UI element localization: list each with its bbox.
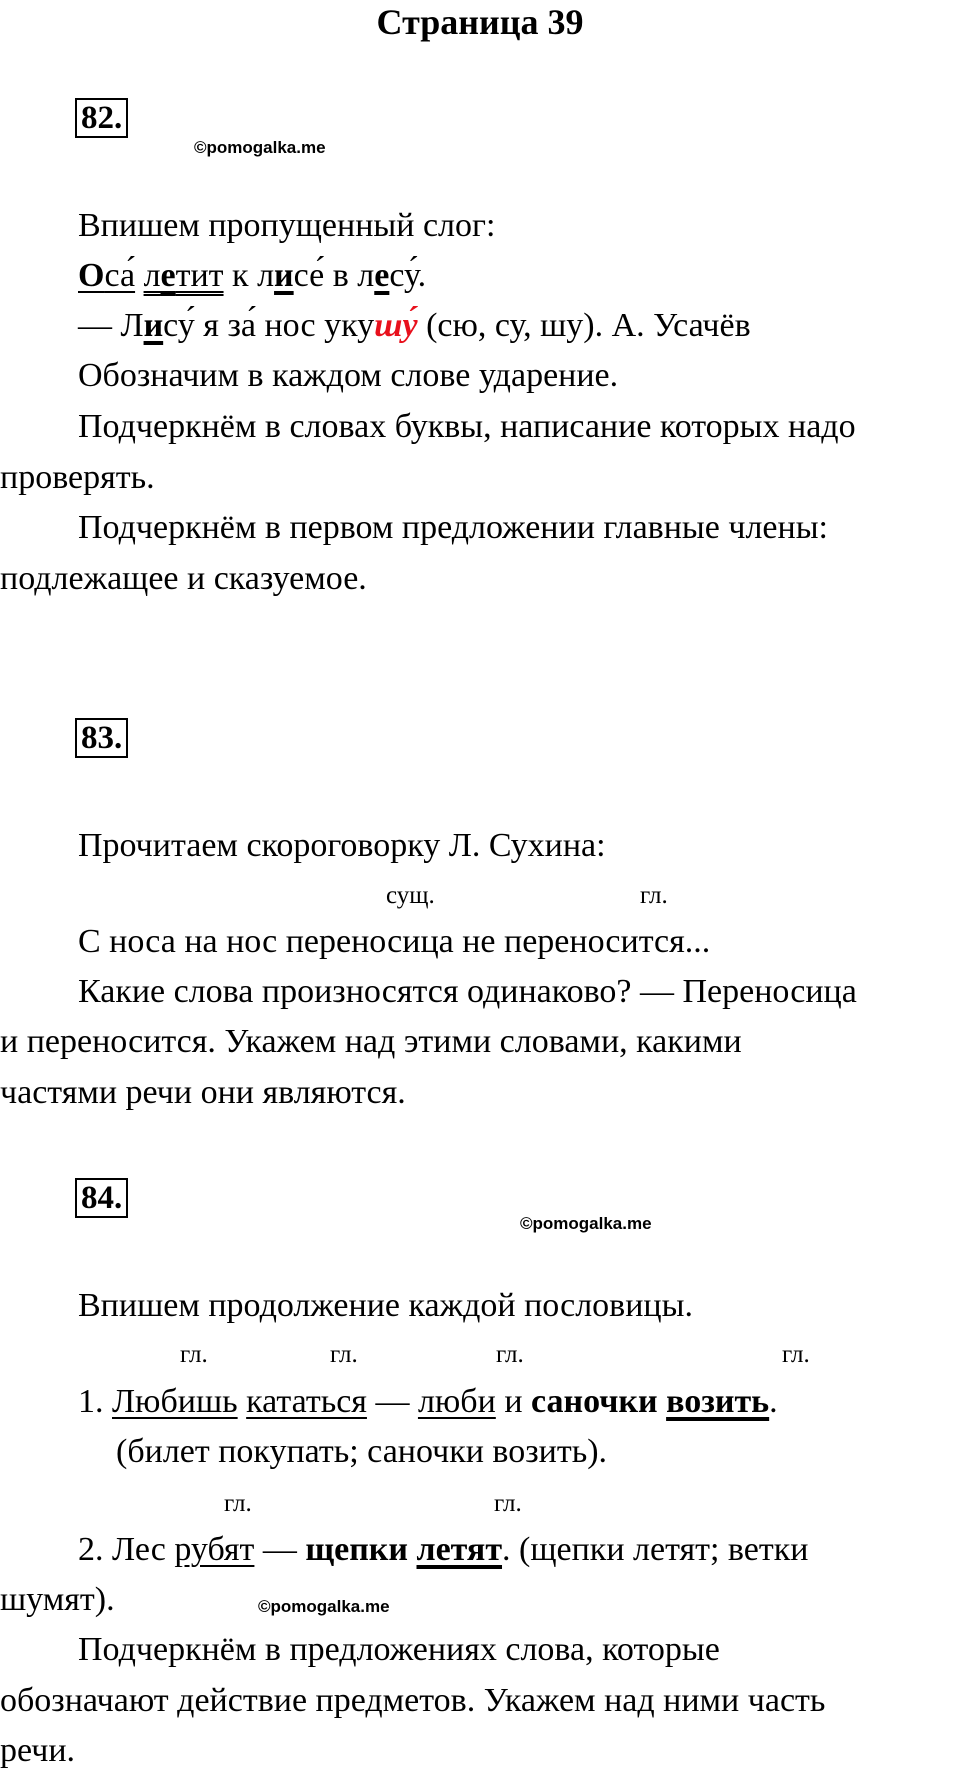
task84-intro: Впишем продолжение каждой пословицы. bbox=[78, 1287, 693, 1324]
task-number-83 bbox=[75, 718, 128, 758]
word-part: л bbox=[143, 257, 161, 294]
underlined-letter: е bbox=[160, 257, 176, 294]
pos-label-verb: гл. bbox=[180, 1341, 208, 1368]
underlined-letter: е bbox=[374, 257, 390, 294]
task84-para-1-cont2: речи. bbox=[0, 1732, 76, 1769]
dash: — bbox=[254, 1531, 306, 1568]
list-number: 1. bbox=[78, 1383, 112, 1420]
pos-label-verb: гл. bbox=[782, 1341, 810, 1368]
pos-label-verb: гл. bbox=[224, 1490, 252, 1517]
pos-label-noun: сущ. bbox=[386, 882, 435, 909]
inserted-verb: летят bbox=[416, 1531, 503, 1568]
space bbox=[135, 257, 144, 294]
task84-para-1-cont: обозначают действие предметов. Укажем над ними часть bbox=[0, 1682, 826, 1719]
task82-para-2: Подчеркнём в словах буквы, написание которых надо bbox=[78, 408, 856, 445]
task82-intro: Впишем пропущенный слог: bbox=[78, 207, 496, 244]
proverb-2-options-cont: шумят). bbox=[0, 1581, 115, 1618]
pos-label-verb: гл. bbox=[496, 1341, 524, 1368]
pos-label-verb: гл. bbox=[330, 1341, 358, 1368]
verb-word: рубят bbox=[174, 1531, 255, 1568]
underlined-letter: и bbox=[143, 307, 164, 344]
word-part: су́ я за́ нос уку bbox=[163, 307, 375, 344]
underlined-letter: и bbox=[274, 257, 294, 294]
task82-para-3-cont: подлежащее и сказуемое. bbox=[0, 560, 367, 597]
pos-label-verb: гл. bbox=[494, 1490, 522, 1517]
space bbox=[658, 1383, 667, 1420]
list-number: 2. Лес bbox=[78, 1531, 175, 1568]
task-number-box: 83. bbox=[75, 718, 128, 758]
watermark: ©pomogalka.me bbox=[194, 138, 326, 157]
pos-label-verb: гл. bbox=[640, 882, 668, 909]
task-number-84 bbox=[75, 1178, 128, 1218]
watermark: ©pomogalka.me bbox=[258, 1597, 390, 1616]
task83-intro: Прочитаем скороговорку Л. Сухина: bbox=[78, 827, 606, 864]
dash: — bbox=[366, 1383, 418, 1420]
word-part: се́ в л bbox=[293, 257, 375, 294]
task83-tongue-twister: С носа на нос переносица не переносится... bbox=[78, 923, 711, 960]
task82-para-3: Подчеркнём в первом предложении главные члены: bbox=[78, 509, 828, 546]
inserted-verb: возить bbox=[666, 1383, 770, 1420]
task82-para-1: Обозначим в каждом слове ударение. bbox=[78, 357, 619, 394]
word-part: су́. bbox=[389, 257, 427, 294]
verb-word: люби bbox=[417, 1383, 496, 1420]
verb-word: кататься bbox=[246, 1383, 367, 1420]
word-part: (сю, су, шу). А. Усачёв bbox=[417, 307, 751, 344]
inserted-word: щепки bbox=[305, 1531, 408, 1568]
watermark: ©pomogalka.me bbox=[520, 1214, 652, 1233]
task82-para-2-cont: проверять. bbox=[0, 459, 155, 496]
conjunction: и bbox=[495, 1383, 532, 1420]
page-title: Страница 39 bbox=[376, 2, 584, 42]
space bbox=[238, 1383, 247, 1420]
task82-sentence-2 bbox=[78, 306, 751, 346]
inserted-word: саночки bbox=[531, 1383, 658, 1420]
inserted-syllable: шу́ bbox=[374, 307, 418, 344]
task-number-box: 84. bbox=[75, 1178, 128, 1218]
proverb-1-options: (билет покупать; саночки возить). bbox=[116, 1433, 608, 1470]
word-part: к л bbox=[223, 257, 275, 294]
proverb-2 bbox=[78, 1530, 808, 1570]
task-number-box: 82. bbox=[75, 98, 128, 138]
word-part: тит bbox=[175, 257, 224, 294]
word-part: са́ bbox=[104, 257, 136, 294]
task83-para-1-cont2: частями речи они являются. bbox=[0, 1074, 406, 1111]
task-number-82 bbox=[75, 98, 128, 138]
task83-para-1: Какие слова произносятся одинаково? — Переносица bbox=[78, 973, 857, 1010]
task84-para-1: Подчеркнём в предложениях слова, которые bbox=[78, 1631, 720, 1668]
task82-sentence-1 bbox=[78, 256, 426, 296]
verb-word: Любишь bbox=[112, 1383, 238, 1420]
space bbox=[408, 1531, 417, 1568]
proverb-2-options: . (щепки летят; ветки bbox=[502, 1531, 809, 1568]
task83-para-1-cont: и переносится. Укажем над этими словами, какими bbox=[0, 1023, 742, 1060]
proverb-1 bbox=[78, 1382, 778, 1422]
underlined-letter: О bbox=[78, 257, 105, 294]
period: . bbox=[769, 1383, 778, 1420]
word-part: — Л bbox=[78, 307, 144, 344]
